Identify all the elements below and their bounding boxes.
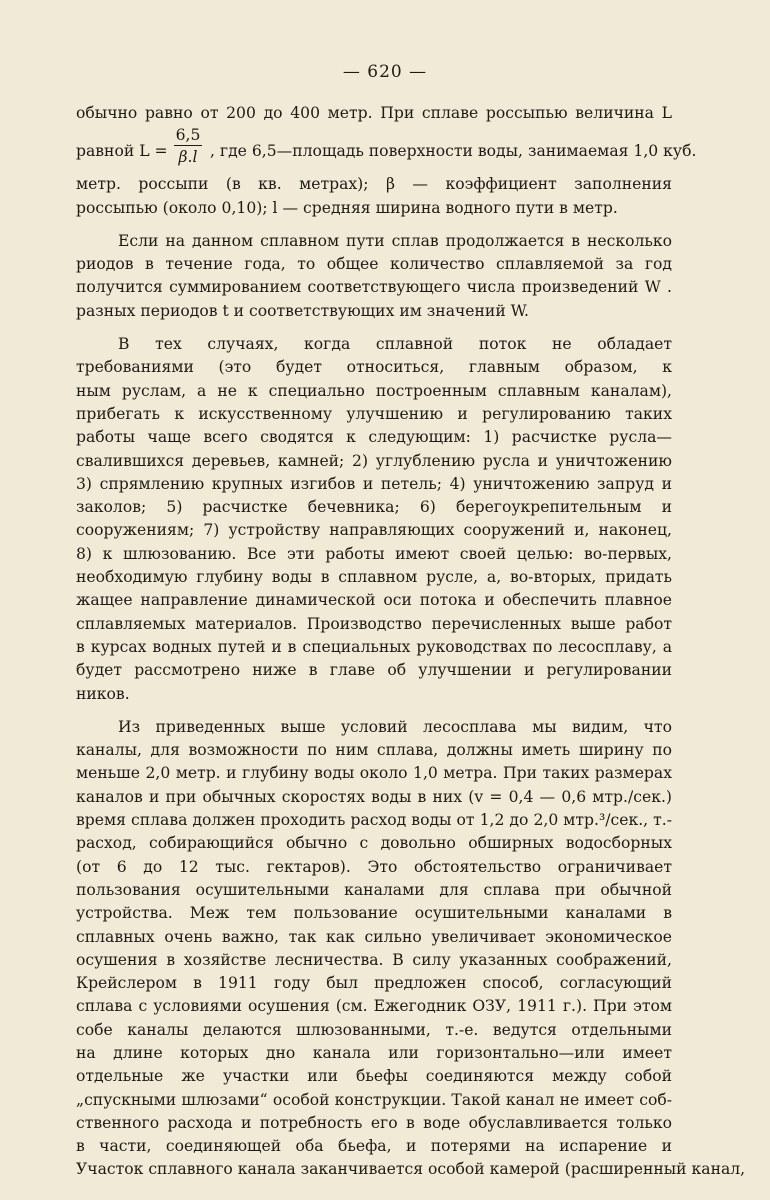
text-line: работы чаще всего сводятся к следующим: 1) расчистке русла— bbox=[76, 428, 672, 447]
text-line: сплава с условиями осушения (см. Ежегодник ОЗУ, 1911 г.). При этом bbox=[76, 997, 672, 1016]
text-line: „спускными шлюзами“ особой конструкции. Такой канал не имеет соб- bbox=[76, 1090, 672, 1109]
text-line: будет рассмотрено ниже в главе об улучшении и регулировании bbox=[76, 661, 672, 680]
text-line: жащее направление динамической оси потока и обеспечить плавное bbox=[76, 591, 672, 610]
fraction-numerator: 6,5 bbox=[175, 126, 201, 145]
text-line: Из приведенных выше условий лесосплава мы видим, что bbox=[118, 717, 672, 736]
body-text bbox=[76, 102, 746, 1182]
text-line: обычно равно от 200 до 400 метр. При сплаве россыпью величина L bbox=[76, 104, 672, 122]
text-line: получится суммированием соответствующего числа произведений W . bbox=[76, 278, 672, 297]
text-line: Участок сплавного канала заканчивается особой камерой (расширенный канал, bbox=[76, 1160, 746, 1179]
text-line: каналы, для возможности по ним сплава, должны иметь ширину по bbox=[76, 741, 672, 760]
text-line: сплавных очень важно, так как сильно увеличивает экономическое bbox=[76, 927, 672, 946]
text-line: Если на данном сплавном пути сплав продолжается в несколько bbox=[118, 231, 672, 250]
text-line: россыпью (около 0,10); l — средняя ширина водного пути в метр. bbox=[76, 198, 618, 217]
text-line: свалившихся деревьев, камней; 2) углублению русла и уничтожению bbox=[76, 451, 672, 470]
text-line: отдельные же участки или бьефы соединяются между собой bbox=[76, 1067, 672, 1086]
text-line: риодов в течение года, то общее количество сплавляемой за год bbox=[76, 255, 672, 274]
formula-suffix: , где 6,5—площадь поверхности воды, занимаемая 1,0 куб. bbox=[210, 142, 697, 161]
text-line: осушения в хозяйстве лесничества. В силу указанных соображений, bbox=[76, 950, 672, 969]
fraction bbox=[174, 125, 202, 168]
text-line: в курсах водных путей и в специальных руководствах по лесосплаву, а bbox=[76, 637, 672, 656]
text-line: разных периодов t и соответствующих им значений W. bbox=[76, 301, 529, 320]
paragraph-1 bbox=[76, 102, 697, 220]
paragraph-4 bbox=[76, 716, 746, 1182]
text-line: 3) спрямлению крупных изгибов и петель; 4) уничтожению запруд и bbox=[76, 474, 672, 493]
text-line: пользования осушительными каналами для сплава при обычной bbox=[76, 880, 672, 899]
text-line: устройства. Меж тем пользование осушительными каналами в bbox=[76, 904, 672, 923]
text-line: 8) к шлюзованию. Все эти работы имеют своей целью: во-первых, bbox=[76, 544, 672, 563]
text-line: ным руслам, а не к специально построенным сплавным каналам), bbox=[76, 381, 672, 400]
text-line: в части, соединяющей оба бьефа, и потерями на испарение и bbox=[76, 1137, 672, 1156]
paragraph-3 bbox=[76, 333, 672, 706]
text-line: на длине которых дно канала или горизонтально—или имеет bbox=[76, 1043, 672, 1062]
text-line: заколов; 5) расчистке бечевника; 6) берегоукрепительным и bbox=[76, 498, 672, 517]
text-line: расход, собирающийся обычно с довольно обширных водосборных bbox=[76, 834, 672, 853]
text-line: время сплава должен проходить расход воды от 1,2 до 2,0 мтр.³/сек., т.- bbox=[76, 811, 672, 830]
text-line: меньше 2,0 метр. и глубину воды около 1,0 метра. При таких размерах bbox=[76, 764, 672, 783]
text-line: ственного расхода и потребность его в воде обуславливается только bbox=[76, 1113, 672, 1132]
page-number: — 620 — bbox=[342, 62, 428, 82]
paragraph-2 bbox=[76, 230, 672, 323]
formula-prefix: равной L = bbox=[76, 142, 168, 161]
text-line: сплавляемых материалов. Производство перечисленных выше работ bbox=[76, 614, 672, 633]
text-line: метр. россыпи (в кв. метрах); β — коэффициент заполнения bbox=[76, 175, 672, 194]
text-line: прибегать к искусственному улучшению и регулированию таких bbox=[76, 404, 672, 423]
text-line: каналов и при обычных скоростях воды в них (v = 0,4 — 0,6 мтр./сек.) bbox=[76, 787, 672, 806]
text-line: собе каналы делаются шлюзованными, т.-е. ведутся отдельными bbox=[76, 1020, 672, 1039]
text-line: необходимую глубину воды в сплавном русле, а, во-вторых, придать bbox=[76, 568, 672, 587]
text-line: Крейслером в 1911 году был предложен способ, согласующий bbox=[76, 974, 672, 993]
formula-line bbox=[76, 125, 697, 173]
text-line: (от 6 до 12 тыс. гектаров). Это обстоятельство ограничивает bbox=[76, 857, 672, 876]
text-line: требованиями (это будет относиться, главным образом, к bbox=[76, 358, 672, 377]
fraction-denominator: β.l bbox=[178, 148, 198, 167]
text-line: сооружениям; 7) устройству направляющих сооружений и, наконец, bbox=[76, 521, 672, 540]
text-line: ников. bbox=[76, 684, 130, 703]
text-line: В тех случаях, когда сплавной поток не обладает bbox=[118, 335, 672, 354]
